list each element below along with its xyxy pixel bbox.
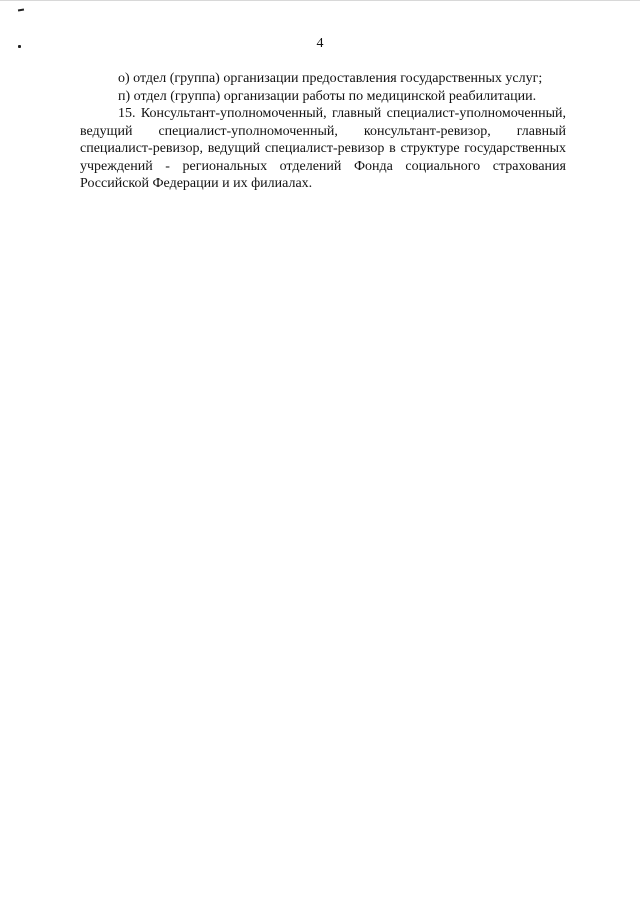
paragraph-text: отдел (группа) организации работы по медицинской реабилитации. [133,88,537,104]
paragraph-15 [80,105,566,193]
paragraph-text: отдел (группа) организации предоставления государственных услуг; [133,71,543,86]
page-number: 4 [316,36,324,51]
paragraph-marker: о) [118,71,130,86]
paragraph-o [80,70,566,88]
document-body [80,70,566,193]
paragraph-marker: 15. [118,106,136,121]
paragraph-p [80,88,566,106]
paragraph-marker: п) [118,88,131,104]
scan-top-edge [0,0,640,1]
paragraph-text: Консультант-уполномоченный, главный специалист-уполномоченный, ведущий специалист-уполномоченный, консультант-ревизор, главный специалист-ревизор, ведущий специалист-ревизор в структуре государственных учреждений - региональных отделений Фонда социального страхования Российской Федерации и их филиалах. [80,106,566,191]
scan-artifact-mark [18,8,24,11]
